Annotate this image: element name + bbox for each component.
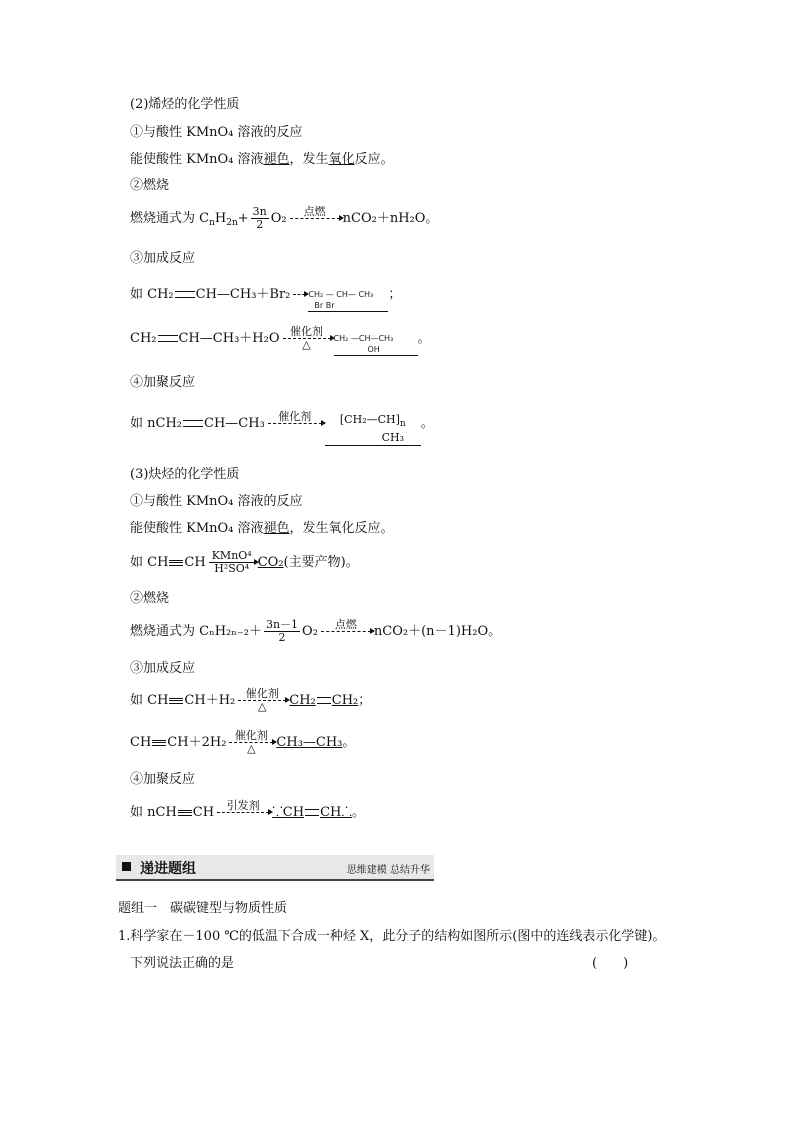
double-bond-icon bbox=[183, 420, 203, 427]
section-3-heading: (3)炔烃的化学性质 bbox=[130, 467, 240, 482]
double-bond-icon bbox=[175, 291, 195, 298]
s2-add-title: ③加成反应 bbox=[130, 251, 196, 266]
s3-burn-title: ②燃烧 bbox=[130, 591, 170, 606]
question-group-title: 题组一 碳碳键型与物质性质 bbox=[118, 901, 288, 916]
s2-add2-product: CH₂ —CH—CH₃ OH bbox=[334, 333, 418, 356]
s2-burn-fraction: $\frac{3n}{2}$ bbox=[252, 205, 267, 231]
s2-kmno4-text: 能使酸性 KMnO₄ 溶液褪色，发生氧化反应。 bbox=[130, 152, 394, 167]
s2-kmno4-title: ①与酸性 KMnO₄ 溶液的反应 bbox=[130, 125, 303, 140]
s3-burn-arrow: 点燃 bbox=[321, 619, 371, 644]
s2-burn-arrow: 点燃 bbox=[290, 206, 340, 231]
triple-bond-icon bbox=[152, 740, 166, 746]
s3-poly-equation: 如 nCH CH 引发剂 ⸪CH CH⸫。 bbox=[130, 798, 365, 828]
s2-add-equation-1: 如 CH₂ CH—CH₃＋Br₂ CH₂ — CH— CH₃ Br Br ； bbox=[130, 278, 401, 312]
banner-subtitle: 思维建模 总结升华 bbox=[346, 865, 430, 876]
question-1-line-1: 1.科学家在－100 ℃的低温下合成一种烃 X，此分子的结构如图所示(图中的连线表示化学键)。 bbox=[118, 929, 666, 944]
s3-kmno4-title: ①与酸性 KMnO₄ 溶液的反应 bbox=[130, 494, 303, 509]
s3-burn-equation: 燃烧通式为 CₙH₂ₙ₋₂＋ $\frac{3n-1}{2}$ O₂ 点燃 nCO₂＋(n－1)H₂O。 bbox=[130, 618, 502, 644]
triple-bond-icon bbox=[169, 560, 183, 566]
s2-add1-product: CH₂ — CH— CH₃ Br Br bbox=[308, 289, 388, 312]
s2-poly-arrow: 催化剂 bbox=[268, 411, 322, 436]
s3-poly-title: ④加聚反应 bbox=[130, 772, 196, 787]
s2-add-equation-2: CH₂ CH—CH₃＋H₂O 催化剂 △ CH₂ —CH—CH₃ OH 。 bbox=[130, 325, 431, 354]
s2-poly-equation: 如 nCH₂ CH—CH₃ 催化剂 $[CH_2—CH]_n$ CH₃ 。 bbox=[130, 410, 434, 444]
s2-burn-title: ②燃烧 bbox=[130, 178, 170, 193]
s3-add-title: ③加成反应 bbox=[130, 661, 196, 676]
s3-add1-product: CH₂ CH₂ bbox=[289, 693, 359, 708]
s3-kmno4-example: 如 CH CH KMnO⁴ H²SO⁴ CO₂(主要产物)。 bbox=[130, 549, 359, 575]
s3-add-equation-1: 如 CH CH＋H₂ 催化剂 △ CH₂ CH₂； bbox=[130, 687, 372, 713]
s2-burn-equation: 燃烧通式为 $C_nH_{2n}+$ $\frac{3n}{2}$ O₂ 点燃 nCO₂＋nH₂O。 bbox=[130, 205, 439, 231]
double-bond-icon bbox=[317, 697, 331, 704]
triple-bond-icon bbox=[169, 698, 183, 704]
question-1-line-2: 下列说法正确的是 bbox=[130, 956, 235, 971]
s3-burn-fraction: $\frac{3n-1}{2}$ bbox=[265, 618, 299, 644]
s3-poly-product: ⸪CH CH⸫ bbox=[272, 805, 353, 820]
s3-kmno4-text: 能使酸性 KMnO₄ 溶液褪色，发生氧化反应。 bbox=[130, 521, 394, 536]
triple-bond-icon bbox=[178, 810, 192, 816]
s3-add2-arrow: 催化剂 △ bbox=[229, 730, 273, 755]
section-2-heading: (2)烯烃的化学性质 bbox=[130, 97, 240, 112]
s3-add-equation-2: CH CH＋2H₂ 催化剂 △ CH₃—CH₃。 bbox=[130, 729, 356, 755]
s3-poly-arrow: 引发剂 bbox=[217, 800, 269, 825]
s2-add2-arrow: 催化剂 △ bbox=[283, 326, 331, 351]
double-bond-icon bbox=[305, 809, 319, 816]
square-bullet-icon bbox=[122, 862, 131, 871]
double-bond-icon bbox=[158, 335, 178, 342]
question-1-answer-paren: ( ) bbox=[592, 956, 629, 971]
s2-poly-product: $[CH_2—CH]_n$ CH₃ bbox=[325, 413, 421, 446]
s3-kmno4-arrow: KMnO⁴ H²SO⁴ bbox=[209, 550, 255, 575]
banner-title: 递进题组 bbox=[140, 861, 196, 877]
s2-add1-arrow bbox=[293, 282, 305, 307]
s3-add1-arrow: 催化剂 △ bbox=[238, 688, 286, 713]
s2-poly-title: ④加聚反应 bbox=[130, 375, 196, 390]
section-banner bbox=[116, 855, 434, 881]
